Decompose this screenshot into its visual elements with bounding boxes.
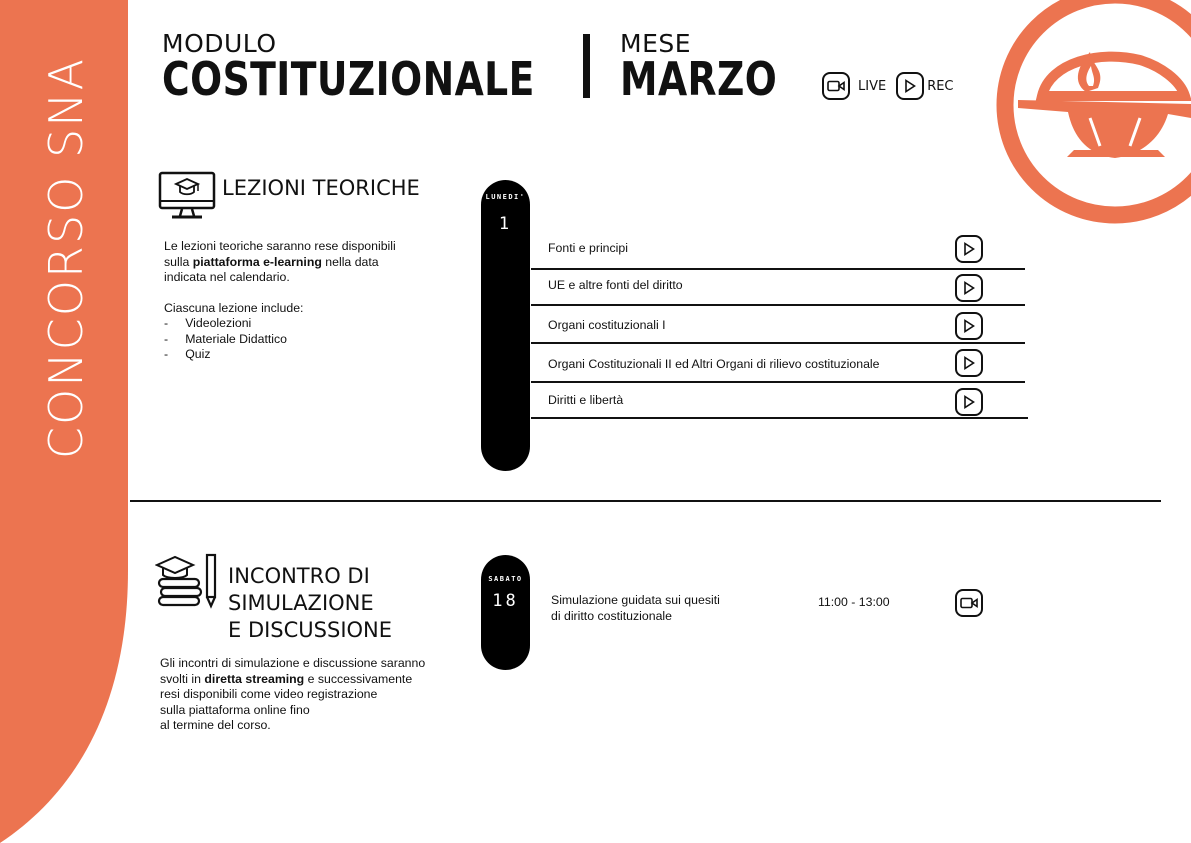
play-icon[interactable] bbox=[955, 312, 983, 340]
day-pill-monday bbox=[481, 180, 530, 471]
includes-item: - Videolezioni bbox=[164, 316, 252, 330]
video-camera-icon[interactable] bbox=[955, 589, 983, 617]
lesson-title: Organi costituzionali I bbox=[548, 318, 666, 332]
section-divider bbox=[130, 500, 1161, 502]
event-time: 11:00 - 13:00 bbox=[818, 595, 890, 609]
theory-desc-line: sulla piattaforma e-learning nella data bbox=[164, 254, 379, 269]
includes-item: - Materiale Didattico bbox=[164, 331, 288, 346]
simulation-title-line: E DISCUSSIONE bbox=[228, 618, 393, 642]
lesson-row bbox=[531, 231, 1025, 270]
simulation-desc-line: al termine del corso. bbox=[160, 718, 271, 732]
lesson-row bbox=[531, 344, 1025, 383]
play-icon[interactable] bbox=[955, 274, 983, 302]
lesson-title: Diritti e libertà bbox=[548, 393, 624, 407]
legend-live-label: LIVE bbox=[858, 78, 887, 94]
day-pill-saturday bbox=[481, 555, 530, 670]
event-title bbox=[551, 593, 720, 624]
oil-lamp-icon bbox=[990, 0, 1191, 235]
play-icon[interactable] bbox=[955, 349, 983, 377]
lesson-row bbox=[531, 383, 1028, 419]
lesson-title: Organi Costituzionali II ed Altri Organi di rilievo costituzionale bbox=[548, 357, 880, 371]
module-label: MODULO bbox=[162, 29, 277, 58]
theory-description bbox=[164, 239, 434, 363]
side-title: CONCORSO SNA bbox=[39, 56, 93, 460]
simulation-description bbox=[160, 656, 460, 734]
legend-rec-label: REC bbox=[927, 78, 954, 94]
lesson-title: Fonti e principi bbox=[548, 241, 628, 255]
theory-desc-line: indicata nel calendario. bbox=[164, 270, 290, 284]
day-number: 1 bbox=[498, 214, 513, 234]
simulation-desc-line: svolti in diretta streaming e successivamente bbox=[160, 671, 413, 686]
day-name: SABATO bbox=[488, 575, 523, 583]
module-title: COSTITUZIONALE bbox=[162, 52, 535, 106]
play-icon bbox=[896, 72, 924, 100]
includes-title: Ciascuna lezione include: bbox=[164, 300, 304, 315]
simulation-title-line: SIMULAZIONE bbox=[228, 591, 374, 615]
includes-item: - Quiz bbox=[164, 347, 211, 361]
lesson-row bbox=[531, 270, 1025, 306]
lesson-row bbox=[531, 306, 1025, 344]
video-camera-icon bbox=[822, 72, 850, 100]
simulation-title-line: INCONTRO DI bbox=[228, 564, 370, 588]
theory-desc-line: Le lezioni teoriche saranno rese disponibili bbox=[164, 239, 396, 253]
play-icon[interactable] bbox=[955, 388, 983, 416]
lesson-title: UE e altre fonti del diritto bbox=[548, 278, 683, 292]
theory-title: LEZIONI TEORICHE bbox=[222, 176, 420, 200]
event-title-line: Simulazione guidata sui quesiti bbox=[551, 593, 720, 607]
play-icon[interactable] bbox=[955, 235, 983, 263]
day-name: LUNEDI' bbox=[485, 193, 526, 201]
monitor-graduation-cap-icon bbox=[158, 170, 216, 227]
event-title-line: di diritto costituzionale bbox=[551, 608, 672, 623]
header-divider bbox=[583, 34, 590, 98]
simulation-title bbox=[228, 563, 392, 644]
day-number: 18 bbox=[492, 591, 519, 611]
books-pencil-icon bbox=[155, 553, 219, 614]
month-label: MESE bbox=[620, 29, 692, 58]
month-title: MARZO bbox=[620, 52, 778, 106]
simulation-desc-line: sulla piattaforma online fino bbox=[160, 702, 310, 717]
simulation-desc-line: resi disponibili come video registrazione bbox=[160, 687, 378, 701]
simulation-desc-line: Gli incontri di simulazione e discussione saranno bbox=[160, 656, 426, 670]
legend bbox=[822, 72, 954, 100]
